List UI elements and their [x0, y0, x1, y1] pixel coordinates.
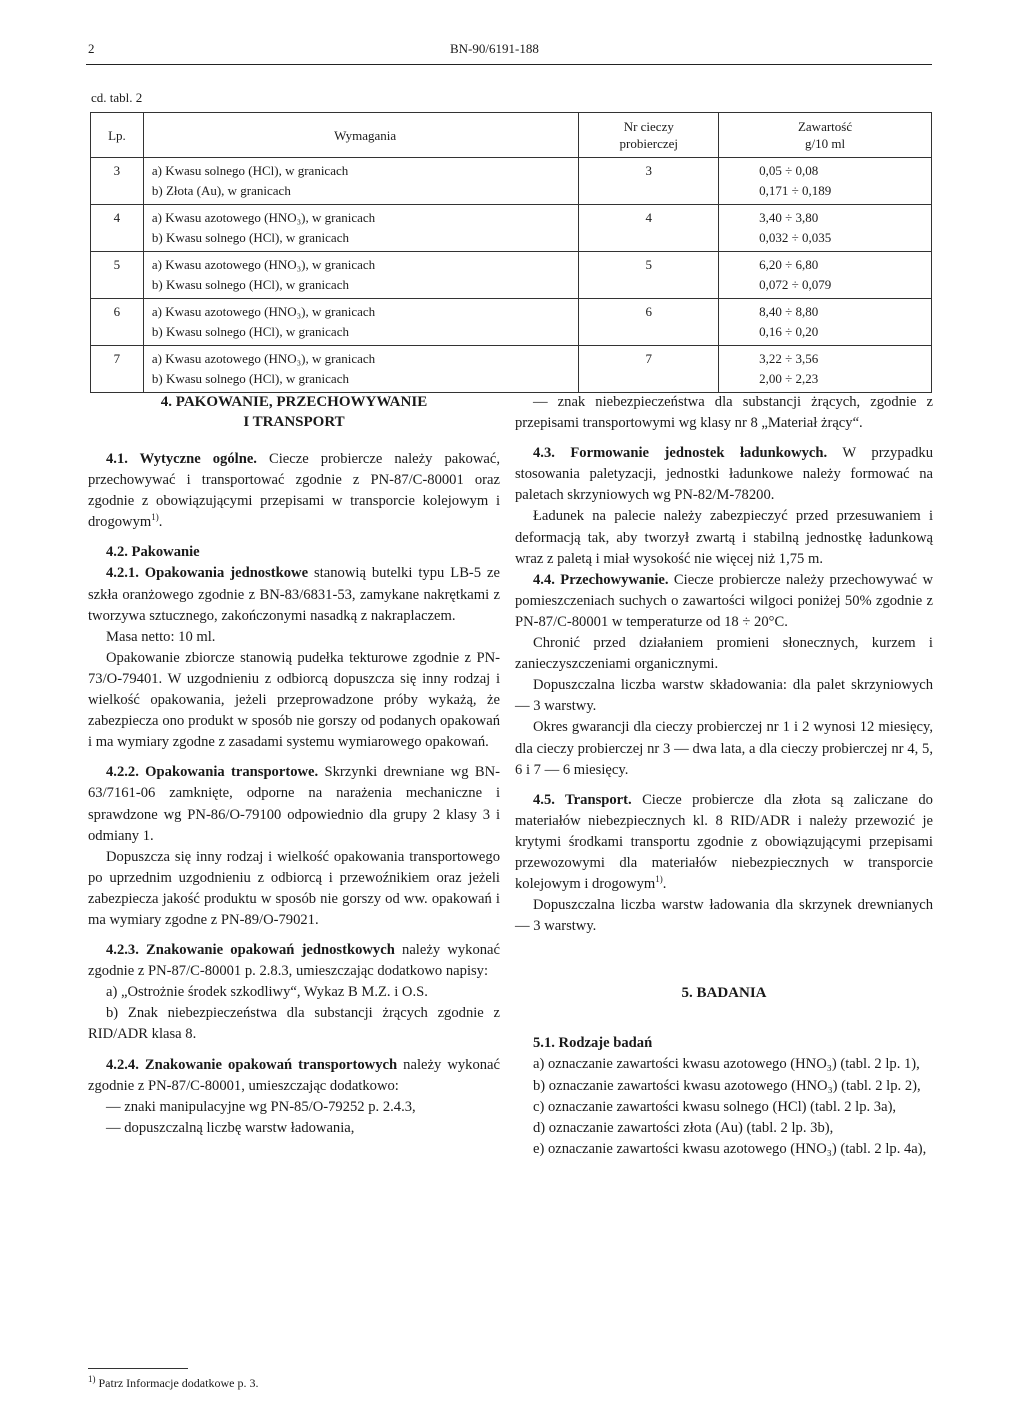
footnote-ref: 1) [151, 512, 159, 523]
cell-liquid-number: 4 [579, 205, 719, 252]
section-4-title-line1: 4. PAKOWANIE, PRZECHOWYWANIE [160, 394, 428, 410]
section-5-title: 5. BADANIA [681, 985, 767, 1002]
requirement-a: a) Kwasu azotowego (HNO₃), w granicach [151, 351, 376, 366]
list-item: e) oznaczanie zawartości kwasu azotowego (HNO₃) (tabl. 2 lp. 4a), [533, 1140, 927, 1157]
requirement-b: b) Kwasu solnego (HCl), w granicach [151, 277, 349, 292]
heading-4-2-text: 4.2. Pakowanie [106, 544, 200, 561]
list-item: c) oznaczanie zawartości kwasu solnego (HCl) (tabl. 2 lp. 3a), [533, 1098, 897, 1115]
text-4-2-3: należy wykonać zgodnie z PN-87/C-80001 p. 2.8.3, umieszczając dodatkowo napisy: [88, 942, 500, 980]
section-4-title-line2: I TRANSPORT [243, 414, 345, 430]
requirement-b: b) Złota (Au), w granicach [151, 183, 291, 198]
footnote-text: Patrz Informacje dodatkowe p. 3. [95, 1376, 259, 1390]
item-4-2-3-a: a) „Ostrożnie środek szkodliwy“, Wykaz B M.Z. i O.S. [106, 984, 428, 1001]
content-b: 2,00 ÷ 2,23 [759, 371, 819, 386]
paragraph-zbiorcze: Opakowanie zbiorcze stanowią pudełka tekturowe zgodnie z PN-73/O-79401. W uzgodnieniu z odbiorcą dopuszcza się inny rodzaj i wielkość opakowania, jeżeli przeprowadzone próby wykażą, że zabezpiecza ono produkt w sposób nie gorszy od podanych opakowań i ma wymiary zgodne z zasadami systemu wymiarowego opakowań. [88, 649, 500, 751]
cell-liquid-number: 6 [579, 299, 719, 346]
heading-4-2-3: 4.2.3. Znakowanie opakowań jednostkowych [106, 942, 395, 959]
cell-liquid-number: 7 [579, 346, 719, 393]
paragraph-liczba: Dopuszczalna liczba warstw składowania: dla palet skrzyniowych — 3 warstwy. [515, 677, 933, 715]
paragraph-4-2-1 [88, 563, 500, 626]
heading-4-2 [88, 542, 500, 563]
paragraph-okres: Okres gwarancji dla cieczy probierczej nr 1 i 2 wynosi 12 miesięcy, dla cieczy probierczej nr 3 — dwa lata, a dla cieczy probierczej nr 4, 5, 6 i 7 — 6 miesięcy. [515, 719, 933, 778]
item-4-2-3-b: b) Znak niebezpieczeństwa dla substancji żrących zgodnie z RID/ADR klasa 8. [88, 1005, 500, 1043]
header-content [719, 113, 932, 158]
paragraph-4-3 [515, 443, 933, 506]
footnote-rule [88, 1368, 188, 1369]
requirement-a: a) Kwasu solnego (HCl), w granicach [151, 163, 349, 178]
heading-5-1 [515, 1033, 933, 1054]
paragraph-ladunek: Ładunek na palecie należy zabezpieczyć przed przesuwaniem i deformacją tak, aby tworzył zwartą i stabilną jednostkę ładunkową wraz z paletą i miał wysokość nie więcej niż 1,75 m. [515, 508, 933, 567]
content-a: 8,40 ÷ 8,80 [759, 304, 819, 319]
content-b: 0,032 ÷ 0,035 [759, 230, 832, 245]
paragraph-4-4 [515, 570, 933, 633]
section-4-title [88, 392, 500, 432]
heading-4-2-1: 4.2.1. Opakowania jednostkowe [106, 565, 309, 582]
cell-requirement [143, 252, 579, 299]
content-a: 3,40 ÷ 3,80 [759, 210, 819, 225]
header-lp: Lp. [91, 113, 144, 158]
text-4-3: W przypadku stosowania paletyzacji, jednostki ładunkowe należy formować na paletach skrzyniowych wg PN-82/M-78200. [515, 445, 934, 504]
period: . [662, 876, 667, 893]
cell-liquid-number: 5 [579, 252, 719, 299]
heading-4-2-2: 4.2.2. Opakowania transportowe. [106, 764, 319, 781]
requirement-b: b) Kwasu solnego (HCl), w granicach [151, 371, 349, 386]
footnote-ref: 1) [655, 874, 663, 885]
item-4-2-4-1: — znaki manipulacyjne wg PN-85/O-79252 p. 2.4.3, [106, 1098, 416, 1115]
content-b: 0,171 ÷ 0,189 [759, 183, 832, 198]
right-column [515, 392, 933, 1160]
paragraph-4-1 [88, 449, 500, 533]
cell-content [719, 158, 932, 205]
cell-content [719, 299, 932, 346]
header-content-line1: Zawartość [797, 119, 853, 134]
header-liquid-number-line1: Nr cieczy [623, 119, 674, 134]
paragraph-4-2-2 [88, 762, 500, 846]
cell-requirement [143, 205, 579, 252]
item-4-2-4-2: — dopuszczalną liczbę warstw ładowania, [106, 1119, 355, 1136]
table-row [91, 299, 932, 346]
cell-content [719, 205, 932, 252]
cell-requirement [143, 346, 579, 393]
table-row [91, 158, 932, 205]
paragraph-znak: — znak niebezpieczeństwa dla substancji żrących, zgodnie z przepisami transportowymi wg klasy nr 8 „Materiał żrący“. [515, 394, 933, 432]
heading-4-3: 4.3. Formowanie jednostek ładunkowych. [533, 445, 828, 462]
list-item: d) oznaczanie zawartości złota (Au) (tabl. 2 lp. 3b), [533, 1119, 834, 1136]
paragraph-4-2-4 [88, 1055, 500, 1097]
content-b: 0,16 ÷ 0,20 [759, 324, 819, 339]
cell-requirement [143, 158, 579, 205]
list-item: a) oznaczanie zawartości kwasu azotowego (HNO₃) (tabl. 2 lp. 1), [533, 1056, 920, 1073]
table-row [91, 252, 932, 299]
header-liquid-number-line2: probierczej [619, 136, 678, 151]
paragraph-4-5 [515, 790, 933, 895]
header-requirements: Wymagania [143, 113, 579, 158]
text-4-5: Ciecze probiercze dla złota są zaliczane do materiałów niebezpiecznych kl. 8 RID/ADR i należy przewozić je krytymi środkami transportu zgodnie z obowiązującymi przepisami przewozowymi dla materiałów niebezpiecznych w transporcie kolejowym i drogowym [515, 791, 933, 893]
period: . [158, 514, 163, 531]
table-continuation-label: cd. tabl. 2 [91, 90, 143, 105]
text-4-2-4: należy wykonać zgodnie z PN-87/C-80001, umieszczając dodatkowo: [88, 1056, 501, 1094]
cell-lp: 5 [91, 252, 144, 299]
cell-requirement [143, 299, 579, 346]
cell-lp: 3 [91, 158, 144, 205]
left-column [88, 392, 500, 1139]
text-4-1: Ciecze probiercze należy pakować, przechowywać i transportować zgodnie z PN-87/C-80001 oraz zgodnie z obowiązującymi przepisami w transporcie kolejowym i drogowym [88, 451, 500, 531]
requirement-b: b) Kwasu solnego (HCl), w granicach [151, 230, 349, 245]
cell-lp: 6 [91, 299, 144, 346]
paragraph-ladowania: Dopuszczalna liczba warstw ładowania dla skrzynek drewnianych — 3 warstwy. [515, 897, 933, 935]
text-4-2-2: Skrzynki drewniane wg BN-63/7161-06 zamknięte, odporne na narażenia mechaniczne i sprawdzone wg PN-86/O-79100 odpowiednio dla grupy 2 klasy 3 i odmiany 1. [88, 764, 500, 844]
header-liquid-number [579, 113, 719, 158]
paragraph-4-2-3 [88, 940, 500, 982]
header-rule [86, 64, 932, 65]
requirement-a: a) Kwasu azotowego (HNO₃), w granicach [151, 210, 376, 225]
requirements-table [90, 112, 932, 393]
footnote [88, 1376, 258, 1391]
heading-5-1-text: 5.1. Rodzaje badań [533, 1035, 653, 1052]
footnote-mark: 1) [88, 1374, 96, 1384]
cell-lp: 4 [91, 205, 144, 252]
table-header-row [91, 113, 932, 158]
cell-lp: 7 [91, 346, 144, 393]
requirement-a: a) Kwasu azotowego (HNO₃), w granicach [151, 257, 376, 272]
cell-liquid-number: 3 [579, 158, 719, 205]
heading-4-2-4: 4.2.4. Znakowanie opakowań transportowych [106, 1056, 398, 1073]
heading-4-5: 4.5. Transport. [533, 791, 632, 808]
list-item: b) oznaczanie zawartości kwasu azotowego (HNO₃) (tabl. 2 lp. 2), [533, 1077, 921, 1094]
requirement-a: a) Kwasu azotowego (HNO₃), w granicach [151, 304, 376, 319]
table-row [91, 205, 932, 252]
content-b: 0,072 ÷ 0,079 [759, 277, 832, 292]
text-4-2-1: stanowią butelki typu LB-5 ze szkła oranżowego zgodnie z BN-83/6831-53, zamykane nakrętkami z tworzywa sztucznego, zakończonymi nasadką z nakraplaczem. [88, 565, 500, 624]
content-a: 3,22 ÷ 3,56 [759, 351, 819, 366]
header-content-line2: g/10 ml [805, 136, 846, 151]
paragraph-masa: Masa netto: 10 ml. [106, 628, 216, 645]
content-a: 0,05 ÷ 0,08 [759, 163, 819, 178]
table-row [91, 346, 932, 393]
cell-content [719, 346, 932, 393]
document-code: BN-90/6191-188 [450, 41, 539, 56]
cell-content [719, 252, 932, 299]
heading-4-1: 4.1. Wytyczne ogólne. [106, 451, 257, 467]
page-number: 2 [88, 41, 95, 56]
content-a: 6,20 ÷ 6,80 [759, 257, 819, 272]
paragraph-chronic: Chronić przed działaniem promieni słonecznych, kurzem i zanieczyszczeniami organicznymi. [515, 635, 933, 673]
paragraph-dopuszcza: Dopuszcza się inny rodzaj i wielkość opakowania transportowego po uprzednim uzgodnieniu z odbiorcą i przewoźnikiem oraz jeżeli zabezpiecza jakość produktu w sposób nie gorszy od ww. opakowań i ma wymiary zgodne z PN-89/O-79021. [88, 848, 500, 928]
heading-4-4: 4.4. Przechowywanie. [533, 571, 669, 588]
text-4-4: Ciecze probiercze należy przechowywać w pomieszczeniach suchych o zawartości wilgoci poniżej 50% zgodnie z PN-87/C-80001 w temperaturze od 18 ÷ 20°C. [515, 571, 933, 630]
requirement-b: b) Kwasu solnego (HCl), w granicach [151, 324, 349, 339]
